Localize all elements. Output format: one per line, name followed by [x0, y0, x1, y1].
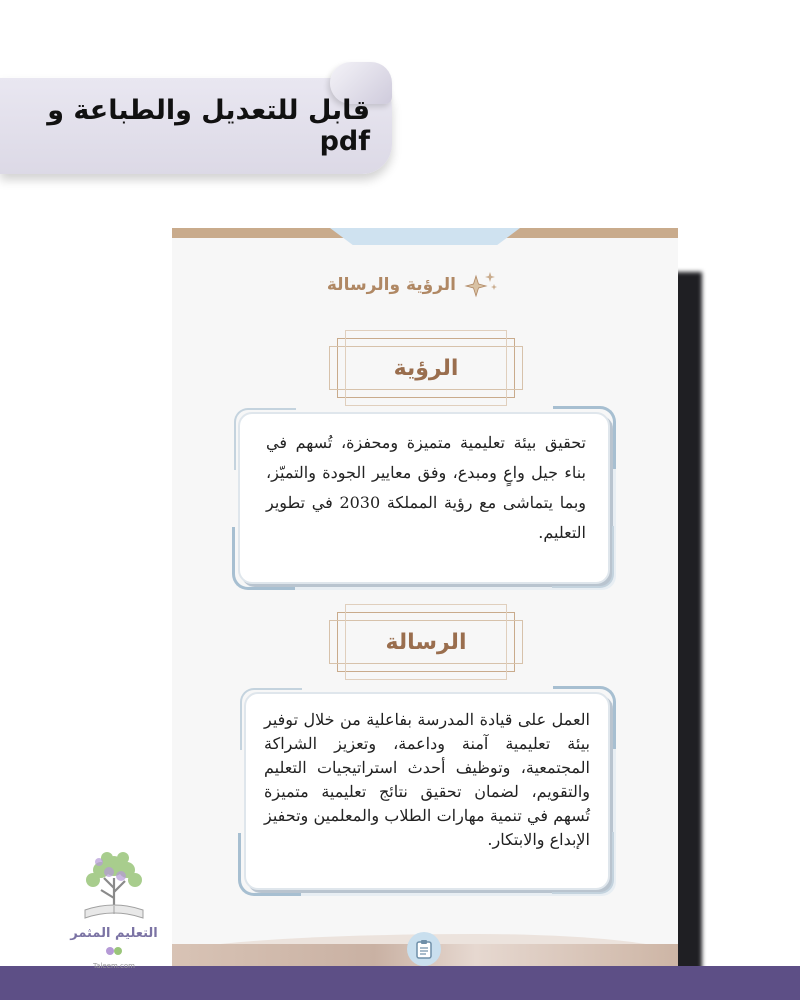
vision-card [238, 412, 610, 584]
logo-site: Taleem.com [93, 962, 135, 970]
page-top-tab [330, 228, 520, 245]
brand-logo [64, 848, 164, 968]
vision-text: تحقيق بيئة تعليمية متميزة ومحفزة، تُسهم في بناء جيل واعٍ ومبدع، وفق معايير الجودة والتميّز، وبما يتماشى مع رؤية المملكة 2030 في تطوير التعليم. [266, 433, 587, 542]
tree-book-icon [71, 848, 157, 926]
mission-card [244, 692, 610, 890]
mission-text: العمل على قيادة المدرسة بفاعلية من خلال توفير بيئة تعليمية آمنة وداعمة، وتعزيز الشراكة المجتمعية، وتوظيف أحدث استراتيجيات التعليم والتقويم، لضمان تحقيق نتائج تعليمية متميزة تُسهم في تنمية مهارات الطلاب والمعلمين وتحفيز الإبداع والابتكار. [264, 710, 590, 849]
logo-title: التعليم المثمر [70, 926, 158, 941]
vision-title: الرؤية [393, 355, 459, 381]
footer-band [0, 966, 800, 1000]
section-header-text: الرؤية والرسالة [326, 275, 456, 295]
logo-dots-icon [104, 946, 124, 956]
vision-title-frame [337, 338, 515, 398]
mission-title-frame [337, 612, 515, 672]
mission-title: الرسالة [385, 629, 467, 655]
document-page [172, 228, 678, 974]
banner-text: قابل للتعديل والطباعة و pdf [47, 95, 370, 157]
clipboard-icon [407, 932, 441, 966]
sparkle-icon [464, 270, 500, 300]
section-header [290, 270, 500, 300]
